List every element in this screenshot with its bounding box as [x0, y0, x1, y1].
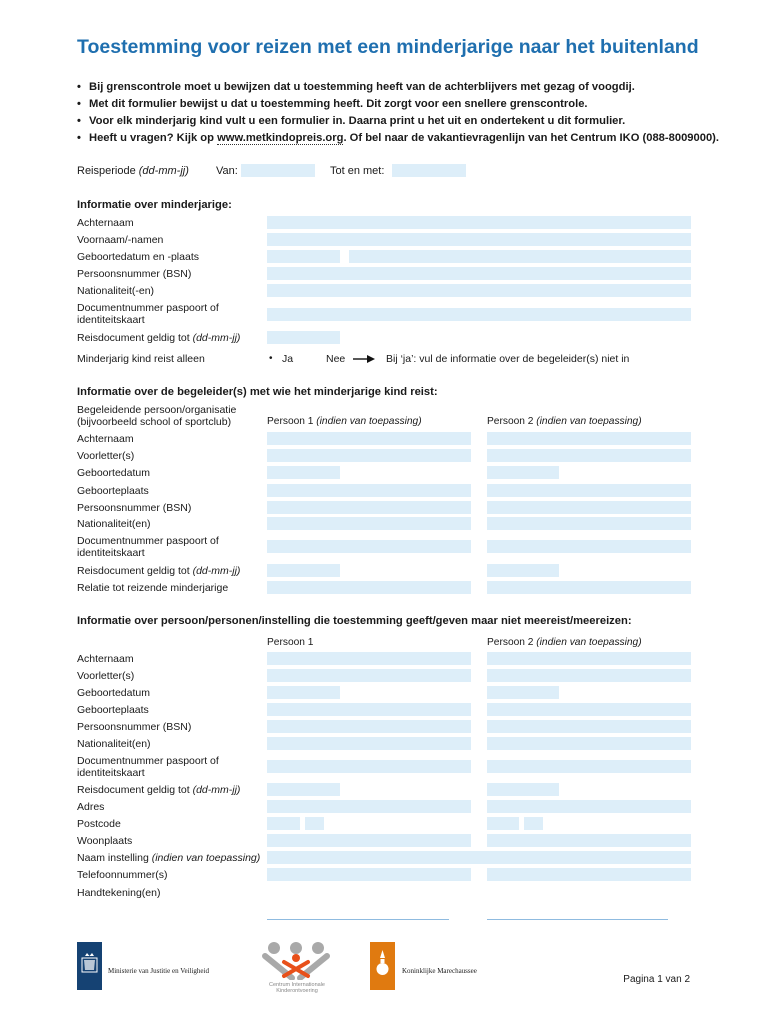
cons-p2-geldig-field[interactable] — [487, 783, 559, 796]
cons-adres-label: Adres — [77, 801, 105, 813]
cons-p1-doc-field[interactable] — [267, 760, 471, 773]
comp-bsn-label: Persoonsnummer (BSN) — [77, 502, 192, 514]
instruction-item: • Voor elk minderjarig kind vult u een formulier in. Daarna print u het uit en ondertekent u dit formulier. — [77, 113, 719, 130]
consent-p2-header: Persoon 2 (indien van toepassing) — [487, 637, 642, 648]
cons-p2-voorletters-field[interactable] — [487, 669, 691, 682]
comp-p1-geboortedatum-field[interactable] — [267, 466, 340, 479]
cons-geboortedatum-label: Geboortedatum — [77, 687, 150, 699]
cons-p1-signature-line[interactable] — [267, 919, 449, 920]
minor-geboorte-label: Geboortedatum en -plaats — [77, 251, 199, 263]
minor-alleen-label: Minderjarig kind reist alleen — [77, 353, 205, 365]
cons-telefoon-label: Telefoonnummer(s) — [77, 869, 168, 881]
radio-ja[interactable]: • — [269, 353, 273, 364]
cons-p2-signature-line[interactable] — [487, 919, 668, 920]
comp-relatie-label: Relatie tot reizende minderjarige — [77, 582, 229, 594]
comp-geboorteplaats-label: Geboorteplaats — [77, 485, 149, 497]
cons-p2-postcode-digits-field[interactable] — [487, 817, 519, 830]
rijksoverheid-logo — [77, 942, 102, 990]
comp-p2-nationaliteit-field[interactable] — [487, 517, 691, 530]
cons-nationaliteit-label: Nationaliteit(en) — [77, 738, 151, 750]
comp-p1-bsn-field[interactable] — [267, 501, 471, 514]
cons-woonplaats-label: Woonplaats — [77, 835, 133, 847]
cons-postcode-label: Postcode — [77, 818, 121, 830]
instruction-list — [77, 79, 719, 147]
cons-voorletters-label: Voorletter(s) — [77, 670, 135, 682]
period-from-field[interactable] — [241, 164, 315, 177]
cons-p1-postcode-letters-field[interactable] — [305, 817, 324, 830]
cons-p1-woonplaats-field[interactable] — [267, 834, 471, 847]
crown-lion-icon — [77, 942, 102, 990]
cons-p1-achternaam-field[interactable] — [267, 652, 471, 665]
website-link[interactable]: www.metkindopreis.org — [217, 132, 344, 144]
comp-doc-label: Documentnummer paspoort of identiteitskaart — [77, 535, 219, 559]
comp-p1-nationaliteit-field[interactable] — [267, 517, 471, 530]
cons-p1-voorletters-field[interactable] — [267, 669, 471, 682]
companions-org-label: Begeleidende persoon/organisatie (bijvoorbeeld school of sportclub) — [77, 404, 237, 428]
cons-p1-adres-field[interactable] — [267, 800, 471, 813]
minor-achternaam-field[interactable] — [267, 216, 691, 229]
cons-p1-geboortedatum-field[interactable] — [267, 686, 340, 699]
cons-geboorteplaats-label: Geboorteplaats — [77, 704, 149, 716]
cons-p1-bsn-field[interactable] — [267, 720, 471, 733]
kmar-logo — [370, 942, 395, 990]
period-to-field[interactable] — [392, 164, 466, 177]
cons-p1-postcode-digits-field[interactable] — [267, 817, 300, 830]
comp-p1-voorletters-field[interactable] — [267, 449, 471, 462]
instruction-text: . Of bel naar de vakantievragenlijn van het Centrum IKO (088-8009000). — [343, 132, 720, 144]
minor-doc-label: Documentnummer paspoort of identiteitskaart — [77, 302, 219, 326]
consent-p1-header: Persoon 1 — [267, 637, 314, 648]
grenade-emblem-icon — [370, 942, 395, 990]
comp-p2-doc-field[interactable] — [487, 540, 691, 553]
cons-instelling-field[interactable] — [267, 851, 691, 864]
ministry-name: Ministerie van Justitie en Veiligheid — [108, 967, 209, 975]
cons-geldig-label: Reisdocument geldig tot (dd-mm-jj) — [77, 784, 241, 796]
cons-bsn-label: Persoonsnummer (BSN) — [77, 721, 192, 733]
minor-alleen-note: Bij ‘ja’: vul de informatie over de begeleider(s) niet in — [386, 353, 630, 365]
comp-geldig-label: Reisdocument geldig tot (dd-mm-jj) — [77, 565, 241, 577]
page-title: Toestemming voor reizen met een minderjarige naar het buitenland — [77, 36, 699, 58]
radio-ja-label: Ja — [282, 353, 294, 365]
companions-p1-header: Persoon 1 (indien van toepassing) — [267, 416, 422, 427]
minor-voornaam-field[interactable] — [267, 233, 691, 246]
cons-p2-nationaliteit-field[interactable] — [487, 737, 691, 750]
minor-nationaliteit-label: Nationaliteit(-en) — [77, 285, 155, 297]
cons-instelling-label: Naam instelling (indien van toepassing) — [77, 852, 261, 864]
comp-p2-voorletters-field[interactable] — [487, 449, 691, 462]
cons-p2-postcode-letters-field[interactable] — [524, 817, 543, 830]
comp-p2-achternaam-field[interactable] — [487, 432, 691, 445]
minor-achternaam-label: Achternaam — [77, 217, 134, 229]
page-number: Pagina 1 van 2 — [623, 974, 690, 985]
comp-p1-relatie-field[interactable] — [267, 581, 471, 594]
period-label: Reisperiode (dd-mm-jj) — [77, 165, 189, 177]
radio-nee-label[interactable]: Nee — [326, 353, 346, 365]
cons-p2-doc-field[interactable] — [487, 760, 691, 773]
minor-nationaliteit-field[interactable] — [267, 284, 691, 297]
cons-p1-telefoon-field[interactable] — [267, 868, 471, 881]
instruction-item: • Met dit formulier bewijst u dat u toestemming heeft. Dit zorgt voor een snellere grenscontrole. — [77, 96, 719, 113]
kmar-name: Koninklijke Marechaussee — [402, 967, 477, 975]
minor-heading: Informatie over minderjarige: — [77, 199, 232, 211]
comp-p2-geboortedatum-field[interactable] — [487, 466, 559, 479]
cons-doc-label: Documentnummer paspoort of identiteitskaart — [77, 755, 219, 779]
comp-p1-doc-field[interactable] — [267, 540, 471, 553]
comp-achternaam-label: Achternaam — [77, 433, 134, 445]
minor-geboortedatum-field[interactable] — [267, 250, 340, 263]
minor-voornaam-label: Voornaam/-namen — [77, 234, 164, 246]
cons-p2-telefoon-field[interactable] — [487, 868, 691, 881]
arrow-right-icon — [352, 354, 376, 364]
instruction-item — [77, 130, 719, 147]
companions-heading: Informatie over de begeleider(s) met wie het minderjarige kind reist: — [77, 386, 438, 398]
instruction-text: Heeft u vragen? Kijk op — [89, 132, 218, 144]
period-to-label: Tot en met: — [330, 165, 385, 177]
comp-p2-geboorteplaats-field[interactable] — [487, 484, 691, 497]
instruction-item: • Bij grenscontrole moet u bewijzen dat u toestemming heeft van de achterblijvers met gezag of voogdij. — [77, 79, 719, 96]
minor-geboorteplaats-field[interactable] — [349, 250, 691, 263]
minor-bsn-field[interactable] — [267, 267, 691, 280]
iko-name: Centrum Internationale Kinderontvoering — [269, 982, 325, 994]
iko-logo-icon — [262, 940, 330, 980]
minor-geldig-label: Reisdocument geldig tot (dd-mm-jj) — [77, 332, 241, 344]
cons-p1-geldig-field[interactable] — [267, 783, 340, 796]
companions-p2-header: Persoon 2 (indien van toepassing) — [487, 416, 642, 427]
cons-p2-geboortedatum-field[interactable] — [487, 686, 559, 699]
cons-handtekening-label: Handtekening(en) — [77, 887, 161, 899]
minor-geldig-field[interactable] — [267, 331, 340, 344]
period-from-label: Van: — [216, 165, 238, 177]
consent-heading: Informatie over persoon/personen/instelling die toestemming geeft/geven maar niet meereist/meereizen: — [77, 615, 632, 627]
comp-p2-geldig-field[interactable] — [487, 564, 559, 577]
cons-p2-geboorteplaats-field[interactable] — [487, 703, 691, 716]
comp-p1-geldig-field[interactable] — [267, 564, 340, 577]
cons-p2-achternaam-field[interactable] — [487, 652, 691, 665]
comp-nationaliteit-label: Nationaliteit(en) — [77, 518, 151, 530]
cons-achternaam-label: Achternaam — [77, 653, 134, 665]
comp-p1-achternaam-field[interactable] — [267, 432, 471, 445]
cons-p1-nationaliteit-field[interactable] — [267, 737, 471, 750]
comp-p2-relatie-field[interactable] — [487, 581, 691, 594]
cons-p1-geboorteplaats-field[interactable] — [267, 703, 471, 716]
cons-p2-bsn-field[interactable] — [487, 720, 691, 733]
cons-p2-adres-field[interactable] — [487, 800, 691, 813]
comp-p1-geboorteplaats-field[interactable] — [267, 484, 471, 497]
comp-geboortedatum-label: Geboortedatum — [77, 467, 150, 479]
cons-p2-woonplaats-field[interactable] — [487, 834, 691, 847]
minor-doc-field[interactable] — [267, 308, 691, 321]
minor-bsn-label: Persoonsnummer (BSN) — [77, 268, 192, 280]
comp-voorletters-label: Voorletter(s) — [77, 450, 135, 462]
comp-p2-bsn-field[interactable] — [487, 501, 691, 514]
